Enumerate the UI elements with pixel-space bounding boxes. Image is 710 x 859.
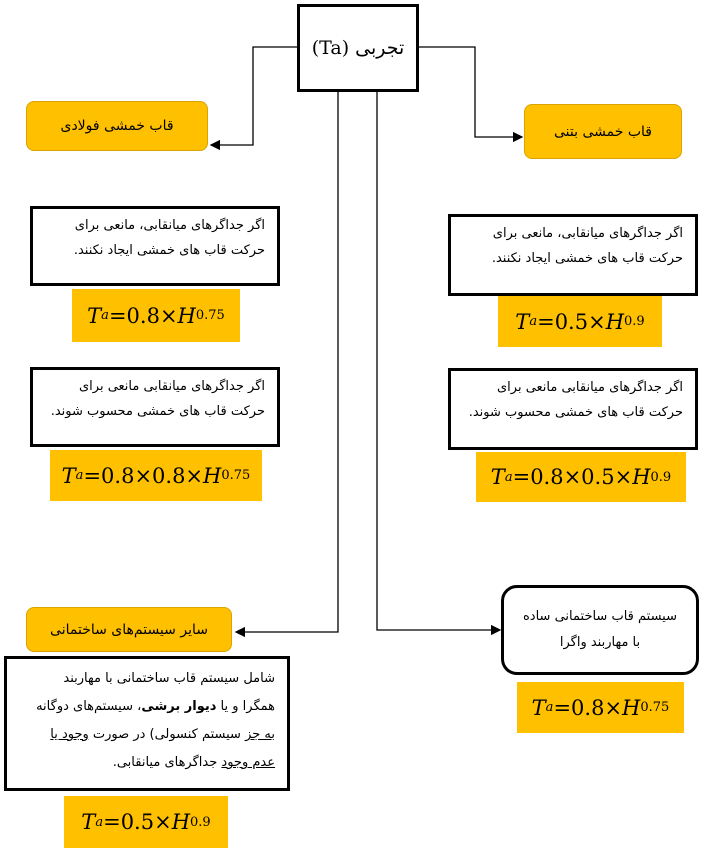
concrete-case2-line2: حرکت قاب های خمشی محسوب شوند. — [468, 405, 683, 420]
simple-line2: با مهاربند واگرا — [559, 635, 641, 650]
steel-case2-note — [30, 367, 280, 447]
concrete-case1-formula: T a = 0.5× H 0.9 — [498, 296, 662, 347]
other-line3: به جز سیستم کنسولی) در صورت وجود یا — [50, 727, 275, 742]
concrete-case1-line2: حرکت قاب های خمشی ایجاد نکنند. — [491, 251, 683, 266]
root-box — [297, 4, 419, 92]
simple-frame-formula: T a = 0.8× H 0.75 — [517, 682, 684, 733]
steel-frame-title: قاب خمشی فولادی — [26, 101, 208, 151]
steel-case1-note — [30, 206, 280, 286]
other-systems-note — [4, 656, 290, 791]
steel-case2-formula: T a = 0.8×0.8× H 0.75 — [50, 450, 262, 501]
steel-case1-formula: T a = 0.8× H 0.75 — [72, 289, 240, 342]
connector-other — [236, 92, 338, 632]
other-systems-formula: T a = 0.5× H 0.9 — [64, 796, 228, 848]
concrete-frame-title: قاب خمشی بتنی — [524, 104, 682, 159]
concrete-case2-note — [448, 368, 698, 450]
concrete-case2-formula: T a = 0.8×0.5× H 0.9 — [476, 452, 686, 502]
connector-simple — [377, 92, 500, 630]
steel-case2-line2: حرکت قاب های خمشی محسوب شوند. — [50, 404, 265, 419]
other-line2: همگرا و یا دیوار برشی، سیستم‌های دوگانه — [36, 699, 275, 714]
concrete-case1-line1: اگر جداگرهای میانقابی، مانعی برای — [492, 226, 683, 241]
other-systems-title: سایر سیستم‌های ساختمانی — [26, 607, 232, 652]
steel-case2-line1: اگر جداگرهای میانقابی مانعی برای — [78, 379, 265, 394]
concrete-case1-note — [448, 214, 698, 296]
root-label: تجربی — [355, 37, 405, 59]
concrete-case2-line1: اگر جداگرهای میانقابی مانعی برای — [496, 380, 683, 395]
steel-case1-line1: اگر جداگرهای میانقابی، مانعی برای — [74, 218, 265, 233]
connector-concrete — [419, 47, 522, 137]
connector-steel — [211, 47, 297, 145]
simple-line1: سیستم قاب ساختمانی ساده — [523, 609, 677, 624]
root-symbol: (Ta) — [311, 37, 350, 59]
other-line4: عدم وجود جداگرهای میانقابی. — [112, 755, 275, 770]
steel-case1-line2: حرکت قاب های خمشی ایجاد نکنند. — [73, 243, 265, 258]
other-line1: شامل سیستم قاب ساختمانی با مهاربند — [63, 671, 275, 686]
simple-frame-note — [501, 585, 699, 675]
